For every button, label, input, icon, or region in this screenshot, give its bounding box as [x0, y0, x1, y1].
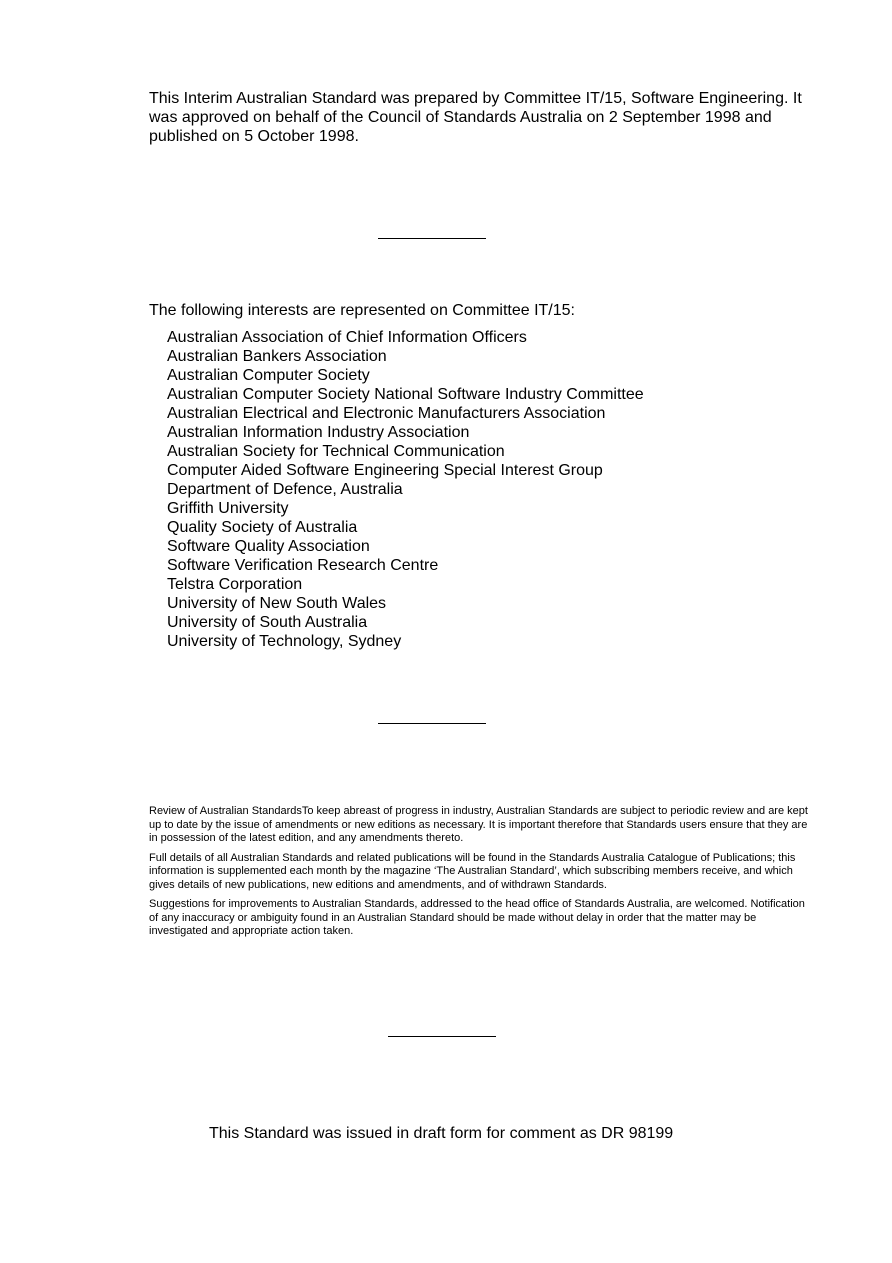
list-item: Australian Electrical and Electronic Manufacturers Association: [167, 405, 606, 422]
preparation-statement: [149, 89, 829, 146]
list-item: Australian Society for Technical Communication: [167, 443, 505, 460]
list-item: Australian Bankers Association: [167, 348, 387, 365]
list-item: Australian Computer Society: [167, 367, 370, 384]
preparation-statement-text: This Interim Australian Standard was prepared by Committee IT/15, Software Engineering. It was approved on behalf of the Council of Standards Australia on 2 September 1998 and published on 5 October 1998.: [149, 90, 802, 145]
list-item: Software Quality Association: [167, 538, 370, 555]
list-item: University of Technology, Sydney: [167, 633, 402, 650]
committee-interests-list: [167, 328, 644, 651]
list-item: Australian Association of Chief Information Officers: [167, 329, 527, 346]
section-divider: [378, 723, 486, 724]
review-of-standards-notice: [149, 805, 809, 945]
list-item: Australian Information Industry Association: [167, 424, 470, 441]
committee-interests-heading: The following interests are represented on Committee IT/15:: [149, 302, 575, 319]
list-item: Telstra Corporation: [167, 576, 303, 593]
list-item: Software Verification Research Centre: [167, 557, 439, 574]
list-item: Australian Computer Society National Software Industry Committee: [167, 386, 644, 403]
section-divider: [388, 1036, 496, 1037]
suggestions-paragraph: Suggestions for improvements to Australian Standards, addressed to the head office of Standards Australia, are welcomed. Notification of any inaccuracy or ambiguity found in an Australian Standard should be made without delay in order that the matter may be investigated and appropriate action taken.: [149, 898, 805, 937]
catalogue-paragraph: Full details of all Australian Standards and related publications will be found in the Standards Australia Catalogue of Publications; this information is supplemented each month by the magazine ‘The Australian Standard’, which subscribing members receive, and which gives details of new publications, new editions and amendments, and of withdrawn Standards.: [149, 851, 796, 891]
list-item: Quality Society of Australia: [167, 519, 358, 536]
list-item: University of New South Wales: [167, 595, 387, 612]
review-paragraph: Review of Australian StandardsTo keep abreast of progress in industry, Australian Standards are subject to periodic review and are kept up to date by the issue of amendments or new editions as necessary. It is important therefore that Standards users ensure that they are in possession of the latest edition, and any amendments thereto.: [149, 805, 808, 844]
section-divider: [378, 238, 486, 239]
draft-issue-note: This Standard was issued in draft form for comment as DR 98199: [209, 1125, 674, 1142]
list-item: Computer Aided Software Engineering Special Interest Group: [167, 462, 603, 479]
list-item: Department of Defence, Australia: [167, 481, 403, 498]
list-item: Griffith University: [167, 500, 289, 517]
list-item: University of South Australia: [167, 614, 368, 631]
